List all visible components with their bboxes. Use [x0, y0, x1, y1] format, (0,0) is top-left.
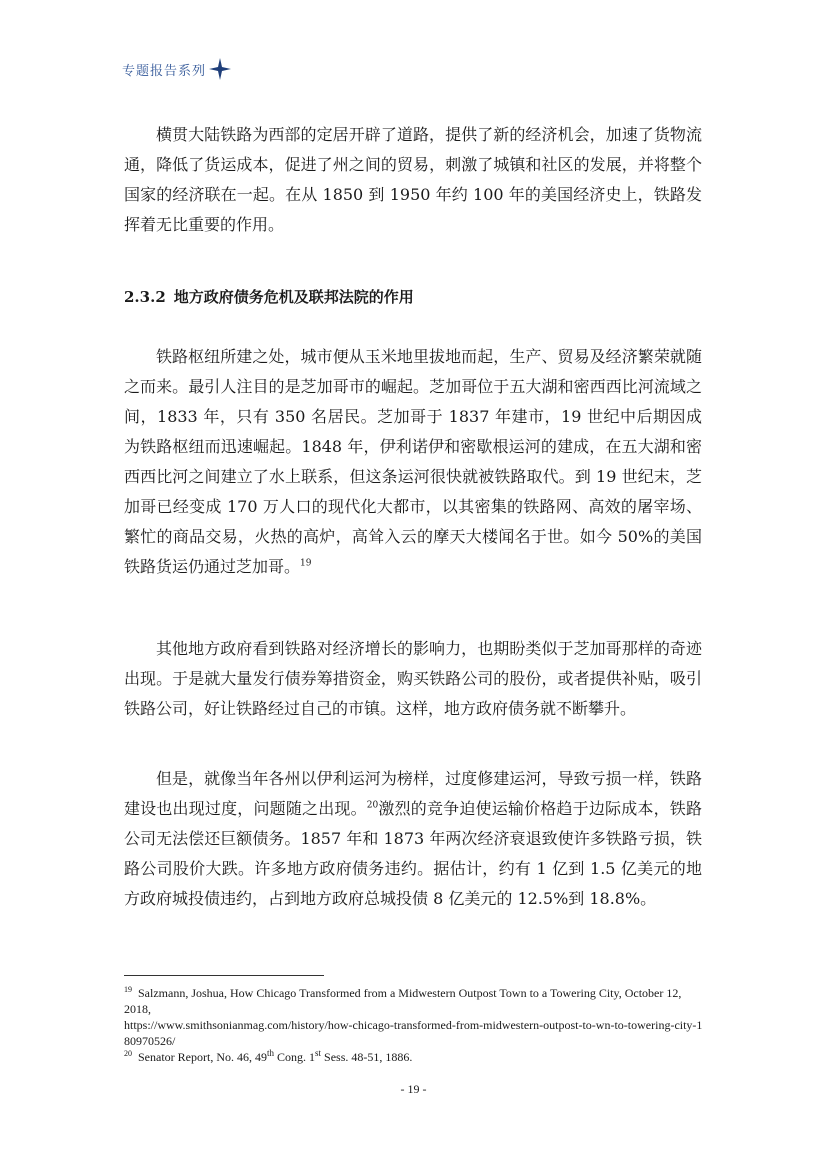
footnote-20-text-a: Senator Report, No. 46, 49 [138, 1050, 267, 1064]
footnote-20-text-c: Sess. 48-51, 1886. [321, 1050, 413, 1064]
paragraph-1: 横贯大陆铁路为西部的定居开辟了道路，提供了新的经济机会，加速了货物流通，降低了货运成本，促进了州之间的贸易，刺激了城镇和社区的发展，并将整个国家的经济联在一起。在从 1850 到 1950 年约 100 年的美国经济史上，铁路发挥着无比重要的作用。 [124, 125, 702, 234]
section-number: 2.3.2 [124, 288, 166, 306]
paragraph-4 [124, 764, 702, 914]
footnote-20-mark: 20 [124, 1049, 132, 1058]
paragraph-4-text-b: 激烈的竞争迫使运输价格趋于边际成本，铁路公司无法偿还巨额债务。1857 年和 1873 年两次经济衰退致使许多铁路亏损，铁路公司股价大跌。许多地方政府债务违约。据估计，约有 1 亿到 1.5 亿美元的地方政府城投债违约，占到地方政府总城投债 8 亿美元的 12.5%到 18.8%。 [124, 799, 702, 908]
footnote-ref-19[interactable]: 19 [300, 558, 312, 569]
footnote-20-text-b: Cong. 1 [274, 1050, 316, 1064]
series-label: 专题报告系列 [122, 63, 207, 79]
paragraph-2 [124, 342, 702, 582]
paragraph-4-text-a: 但是，就像当年各州以伊利运河为榜样，过度修建运河，导致亏损一样，铁路建设也出现过度，问题随之出现。 [124, 769, 702, 818]
footnote-19 [124, 985, 704, 1017]
footnote-ref-20[interactable]: 20 [366, 800, 379, 811]
footnote-19-text: Salzmann, Joshua, How Chicago Transformed from a Midwestern Outpost Town to a Towering City, October 12, 2018, [124, 986, 682, 1016]
section-heading [124, 286, 414, 307]
four-point-star-icon [209, 58, 231, 80]
footnote-20-sup-th: th [266, 1048, 274, 1058]
footnote-divider [124, 975, 324, 976]
footnote-20 [124, 1049, 704, 1065]
footnote-19-url[interactable]: https://www.smithsonianmag.com/history/how-chicago-transformed-from-midwestern-outpost-to-wn-to-towering-city-180970526/ [124, 1018, 703, 1048]
paragraph-2-text: 铁路枢纽所建之处，城市便从玉米地里拔地而起，生产、贸易及经济繁荣就随之而来。最引人注目的是芝加哥市的崛起。芝加哥位于五大湖和密西西比河流域之间，1833 年，只有 350 名居民。芝加哥于 1837 年建市，19 世纪中后期因成为铁路枢纽而迅速崛起。1848 年，伊利诺伊和密歇根运河的建成，在五大湖和密西西比河之间建立了水上联系，但这条运河很快就被铁路取代。到 19 世纪末，芝加哥已经变成 170 万人口的现代化大都市，以其密集的铁路网、高效的屠宰场、繁忙的商品交易，火热的高炉，高耸入云的摩天大楼闻名于世。如今 50%的美国铁路货运仍通过芝加哥。 [124, 347, 702, 576]
footnote-19-mark: 19 [124, 985, 132, 994]
paragraph-3: 其他地方政府看到铁路对经济增长的影响力，也期盼类似于芝加哥那样的奇迹出现。于是就大量发行债券筹措资金，购买铁路公司的股份，或者提供补贴，吸引铁路公司，好让铁路经过自己的市镇。这样，地方政府债务就不断攀升。 [124, 639, 702, 718]
footnotes [124, 985, 704, 1065]
page-number: - 19 - [400, 1082, 427, 1096]
footnote-20-sup-st: st [315, 1048, 322, 1058]
page-header [122, 58, 231, 80]
section-title: 地方政府债务危机及联邦法院的作用 [173, 288, 414, 306]
